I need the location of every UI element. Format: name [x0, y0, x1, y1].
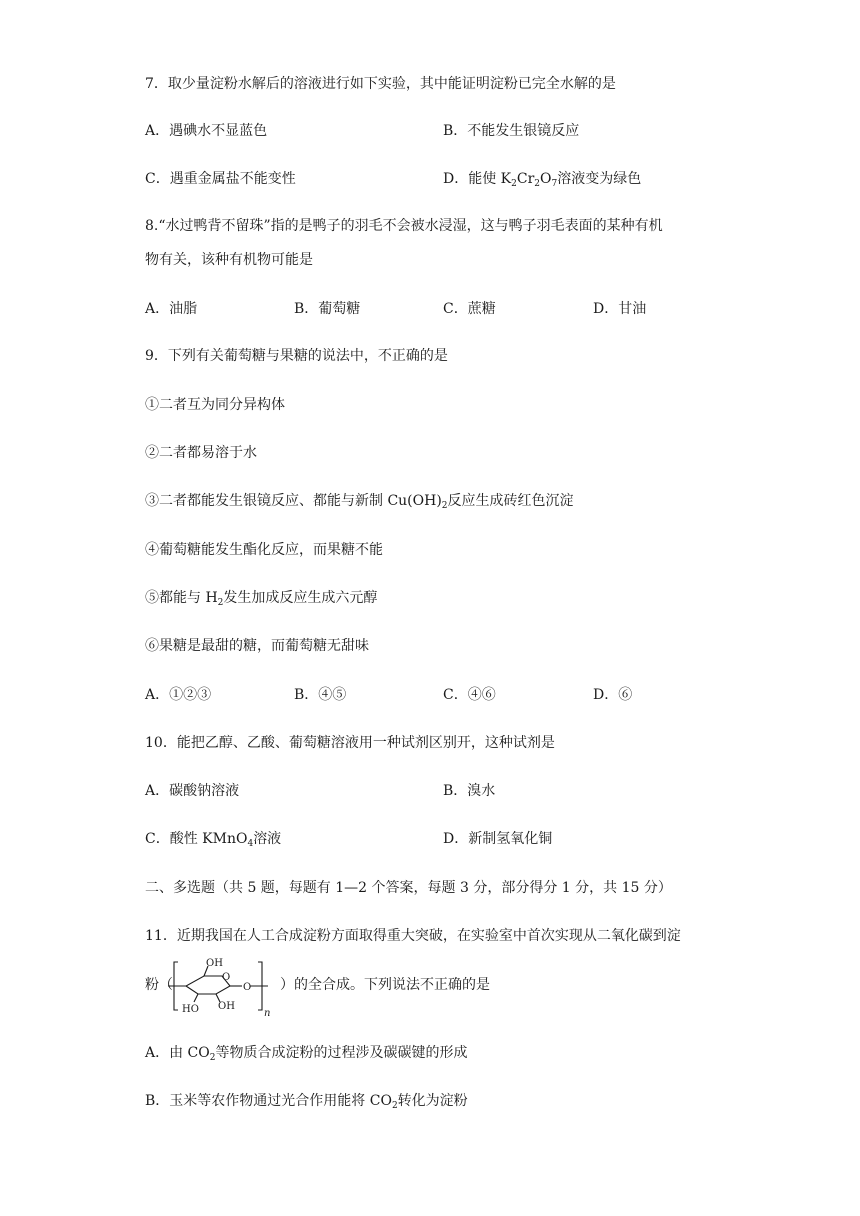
- q8-option-b: B．葡萄糖: [294, 301, 361, 317]
- q10-option-d: D．新制氢氧化铜: [443, 831, 553, 847]
- q8-option-c: C．蔗糖: [443, 301, 496, 317]
- q10-option-a: A．碳酸钠溶液: [145, 783, 240, 799]
- question-11-stem-suffix: ）的全合成。下列说法不正确的是: [280, 977, 490, 993]
- q7-option-b: B．不能发生银镜反应: [443, 123, 580, 139]
- q8-option-a: A．油脂: [145, 301, 198, 317]
- q11-option-b: B．玉米等农作物通过光合作用能将 $CO_2$转化为淀粉: [145, 1093, 468, 1111]
- q11-option-a: A．由 $CO_2$等物质合成淀粉的过程涉及碳碳键的形成: [145, 1045, 468, 1063]
- q7-option-c: C．遇重金属盐不能变性: [145, 171, 296, 187]
- q9-statement-3: ③二者都能发生银镜反应、都能与新制 $Cu(OH)_2$反应生成砖红色沉淀: [145, 493, 574, 511]
- mol-oh-top: OH: [206, 958, 223, 969]
- question-8-stem-line2: 物有关，该种有机物可能是: [145, 252, 313, 268]
- question-10-stem: 10．能把乙醇、乙酸、葡萄糖溶液用一种试剂区别开，这种试剂是: [145, 735, 555, 751]
- q9-option-d: D．⑥: [593, 687, 633, 703]
- q9-option-b: B．④⑤: [294, 687, 347, 703]
- q10-option-b: B．溴水: [443, 783, 496, 799]
- q7-option-a: A．遇碘水不显蓝色: [145, 123, 268, 139]
- q9-statement-4: ④葡萄糖能发生酯化反应，而果糖不能: [145, 542, 383, 558]
- mol-o-ring: O: [222, 972, 231, 983]
- q8-option-d: D．甘油: [593, 301, 647, 317]
- q7-option-d: D．能使 $K_2Cr_2O_7$溶液变为绿色: [443, 171, 642, 189]
- question-8-stem-line1: 8.“水过鸭背不留珠”指的是鸭子的羽毛不会被水浸湿，这与鸭子羽毛表面的某种有机: [145, 218, 663, 234]
- question-7-stem: 7．取少量淀粉水解后的溶液进行如下实验，其中能证明淀粉已完全水解的是: [145, 76, 616, 92]
- starch-structure-diagram: [160, 956, 280, 1016]
- q9-statement-1: ①二者互为同分异构体: [145, 397, 285, 413]
- question-11-stem-prefix: 粉（: [145, 977, 173, 993]
- q9-option-c: C．④⑥: [443, 687, 496, 703]
- mol-ho: HO: [182, 1004, 199, 1015]
- q9-statement-6: ⑥果糖是最甜的糖，而葡萄糖无甜味: [145, 638, 369, 654]
- mol-o-link: O: [243, 982, 252, 993]
- section-heading-multiple-choice: 二、多选题（共 5 题，每题有 1—2 个答案，每题 3 分，部分得分 1 分，共 15 分）: [145, 880, 672, 896]
- q9-statement-5: ⑤都能与 $H_2$发生加成反应生成六元醇: [145, 590, 378, 608]
- question-11-stem-line1: 11．近期我国在人工合成淀粉方面取得重大突破，在实验室中首次实现从二氧化碳到淀: [145, 928, 681, 944]
- q9-option-a: A．①②③: [145, 687, 212, 703]
- mol-n: n: [264, 1008, 271, 1016]
- mol-oh-bottom: OH: [218, 1001, 235, 1012]
- q9-statement-2: ②二者都易溶于水: [145, 445, 257, 461]
- question-9-stem: 9．下列有关葡萄糖与果糖的说法中，不正确的是: [145, 348, 448, 364]
- q10-option-c: C．酸性 KMnO$_4$溶液: [145, 831, 282, 849]
